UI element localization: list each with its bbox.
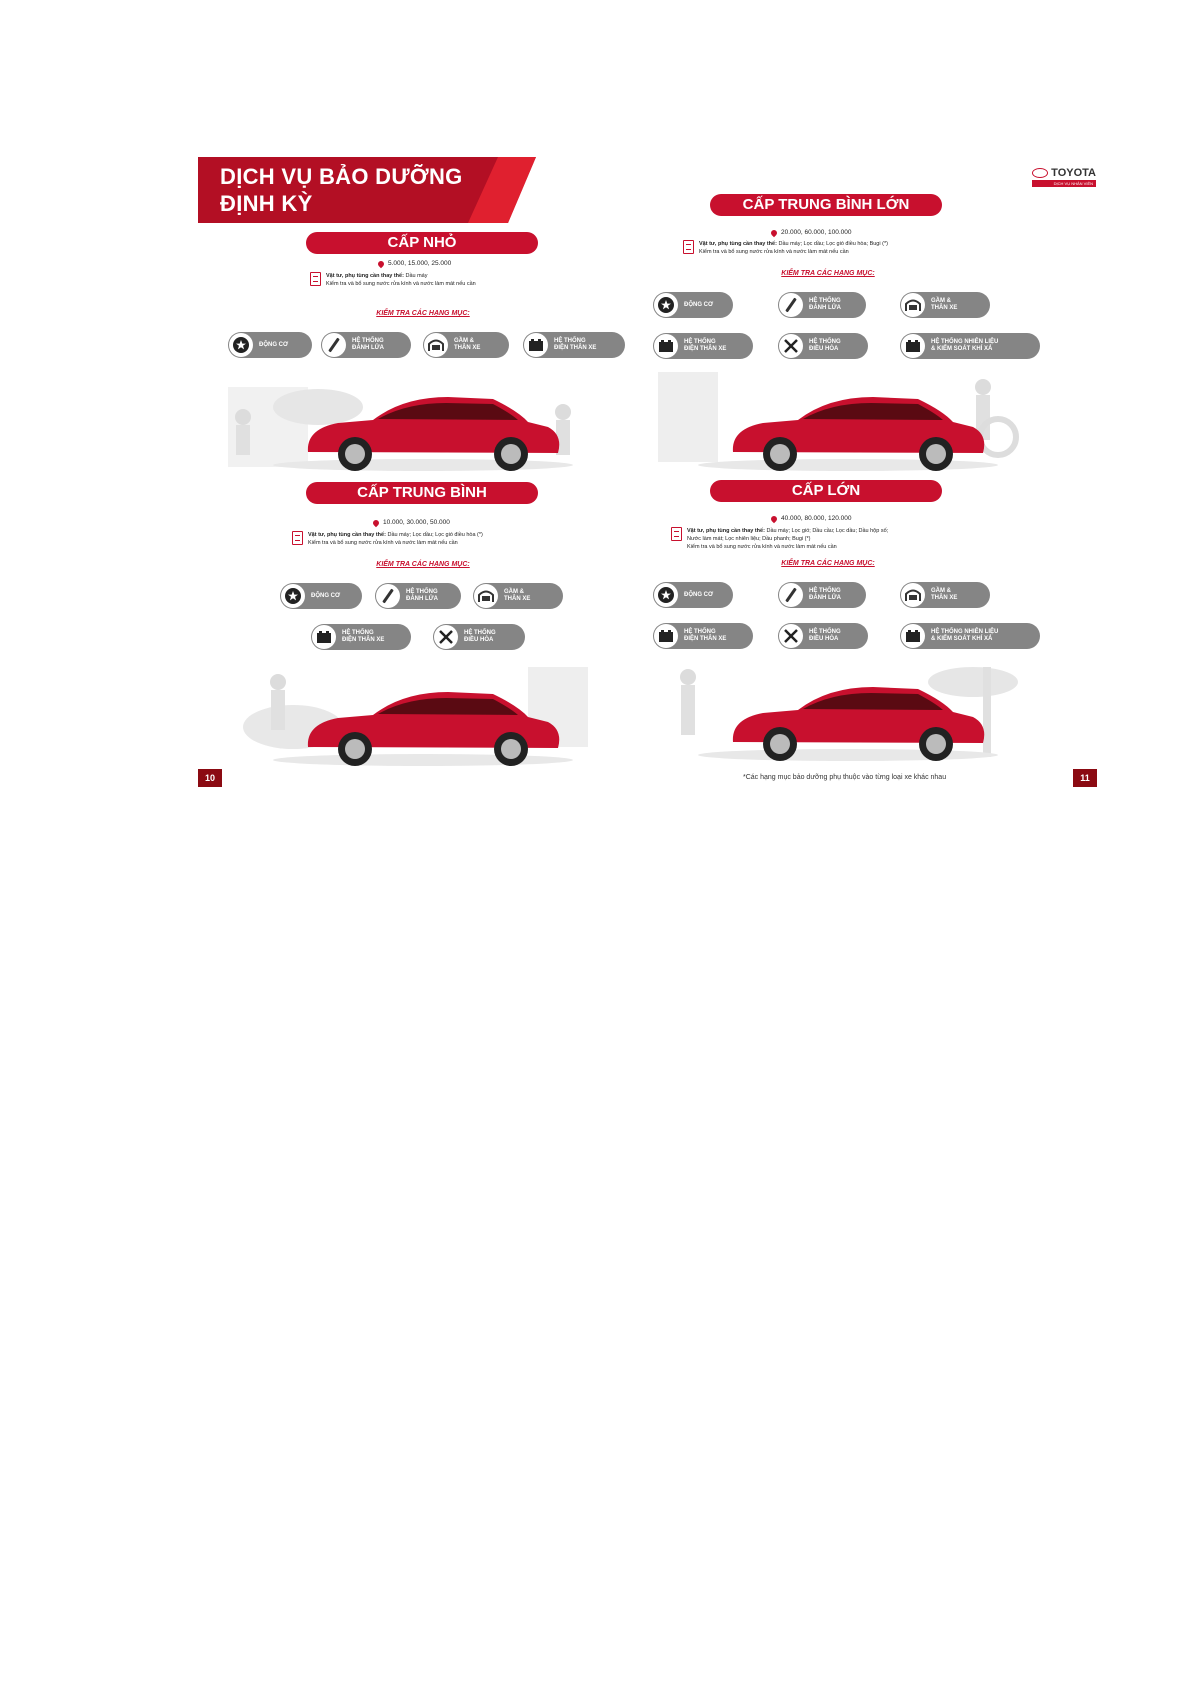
check-items-title: KIỂM TRA CÁC HẠNG MỤC:: [781, 560, 875, 567]
engine-icon: [654, 583, 678, 607]
km-intervals: 10.000, 30.000, 50.000: [373, 519, 450, 526]
item-engine: ĐỘNG CƠ: [228, 332, 312, 358]
item-chassis-body: GẦM & THÂN XE: [473, 583, 563, 609]
item-ignition-system: HỆ THỐNG ĐÁNH LỬA: [375, 583, 461, 609]
item-electrical-system: HỆ THỐNG ĐIỆN THÂN XE: [653, 623, 753, 649]
replacement-info: Vật tư, phụ tùng cần thay thế: Dầu máy; Lọc dầu; Lọc gió điều hòa; Bugi (*) Kiểm tra và bổ sung nước rửa kính và nước làm mát nếu cần: [683, 240, 888, 256]
battery-icon: [524, 333, 548, 357]
check-items-title: KIỂM TRA CÁC HẠNG MỤC:: [376, 561, 470, 568]
car-service-illustration: [228, 367, 618, 472]
km-intervals: 40.000, 80.000, 120.000: [771, 515, 851, 522]
battery-icon: [654, 334, 678, 358]
item-engine: ĐỘNG CƠ: [653, 292, 733, 318]
item-chassis-body: GẦM & THÂN XE: [900, 582, 990, 608]
fuel-icon: [901, 624, 925, 648]
section-heading-cap-lon: CẤP LỚN: [710, 480, 942, 502]
clipboard-icon: [683, 240, 694, 254]
item-engine: ĐỘNG CƠ: [280, 583, 362, 609]
chassis-icon: [424, 333, 448, 357]
chassis-icon: [474, 584, 498, 608]
car-service-illustration: [653, 657, 1043, 762]
wrench-icon: [434, 625, 458, 649]
page-title: DỊCH VỤ BẢO DƯỠNG ĐỊNH KỲ: [220, 164, 463, 216]
spark-plug-icon: [376, 584, 400, 608]
item-chassis-body: GẦM & THÂN XE: [900, 292, 990, 318]
item-electrical-system: HỆ THỐNG ĐIỆN THÂN XE: [653, 333, 753, 359]
toyota-emblem-icon: [1032, 168, 1048, 178]
replacement-info: Vật tư, phụ tùng cần thay thế: Dầu máy; Lọc dầu; Lọc gió điều hòa (*) Kiểm tra và bổ sung nước rửa kính và nước làm mát nếu cần: [292, 531, 483, 547]
spark-plug-icon: [779, 293, 803, 317]
clipboard-icon: [292, 531, 303, 545]
car-service-illustration: [228, 662, 618, 767]
item-ignition-system: HỆ THỐNG ĐÁNH LỬA: [778, 292, 866, 318]
spark-plug-icon: [779, 583, 803, 607]
item-ignition-system: HỆ THỐNG ĐÁNH LỬA: [778, 582, 866, 608]
check-items-title: KIỂM TRA CÁC HẠNG MỤC:: [781, 270, 875, 277]
left-page: [198, 157, 648, 792]
check-items-title: KIỂM TRA CÁC HẠNG MỤC:: [376, 310, 470, 317]
location-pin-icon: [372, 518, 380, 526]
battery-icon: [312, 625, 336, 649]
item-air-conditioning: HỆ THỐNG ĐIỀU HÒA: [778, 623, 868, 649]
location-pin-icon: [770, 514, 778, 522]
fuel-icon: [901, 334, 925, 358]
section-heading-cap-trung-binh-lon: CẤP TRUNG BÌNH LỚN: [710, 194, 942, 216]
clipboard-icon: [310, 272, 321, 286]
replacement-info: Vật tư, phụ tùng cần thay thế: Dầu máy Kiểm tra và bổ sung nước rửa kính và nước làm mát nếu cần: [310, 272, 476, 288]
item-chassis-body: GẦM & THÂN XE: [423, 332, 509, 358]
right-page: [653, 157, 1098, 792]
section-heading-cap-trung-binh: CẤP TRUNG BÌNH: [306, 482, 538, 504]
toyota-logo: TOYOTA DỊCH VỤ NHÂN VIÊN: [1032, 167, 1096, 187]
item-electrical-system: HỆ THỐNG ĐIỆN THÂN XE: [523, 332, 625, 358]
item-engine: ĐỘNG CƠ: [653, 582, 733, 608]
engine-icon: [229, 333, 253, 357]
page-number: 10: [198, 769, 222, 787]
km-intervals: 5.000, 15.000, 25.000: [378, 260, 451, 267]
item-fuel-emission-system: HỆ THỐNG NHIÊN LIỆU & KIỂM SOÁT KHÍ XẢ: [900, 623, 1040, 649]
chassis-icon: [901, 293, 925, 317]
location-pin-icon: [377, 259, 385, 267]
page-number: 11: [1073, 769, 1097, 787]
item-air-conditioning: HỆ THỐNG ĐIỀU HÒA: [433, 624, 525, 650]
item-electrical-system: HỆ THỐNG ĐIỆN THÂN XE: [311, 624, 411, 650]
brochure-spread: [198, 157, 1098, 792]
clipboard-icon: [671, 527, 682, 541]
footnote: *Các hạng mục bảo dưỡng phụ thuộc vào từng loại xe khác nhau: [743, 774, 947, 781]
item-air-conditioning: HỆ THỐNG ĐIỀU HÒA: [778, 333, 868, 359]
section-heading-cap-nho: CẤP NHỎ: [306, 232, 538, 254]
spark-plug-icon: [322, 333, 346, 357]
replacement-info: Vật tư, phụ tùng cần thay thế: Dầu máy; Lọc gió; Dầu cầu; Lọc dầu; Dầu hộp số; Nước làm mát; Lọc nhiên liệu; Dầu phanh; Bugi (*) Kiểm tra và bổ sung nước rửa kính và nước làm mát nếu cần: [671, 527, 888, 551]
item-ignition-system: HỆ THỐNG ĐÁNH LỬA: [321, 332, 411, 358]
location-pin-icon: [770, 228, 778, 236]
engine-icon: [654, 293, 678, 317]
wrench-icon: [779, 624, 803, 648]
item-fuel-emission-system: HỆ THỐNG NHIÊN LIỆU & KIỂM SOÁT KHÍ XẢ: [900, 333, 1040, 359]
chassis-icon: [901, 583, 925, 607]
km-intervals: 20.000, 60.000, 100.000: [771, 229, 851, 236]
wrench-icon: [779, 334, 803, 358]
battery-icon: [654, 624, 678, 648]
engine-icon: [281, 584, 305, 608]
car-service-illustration: [653, 367, 1043, 472]
